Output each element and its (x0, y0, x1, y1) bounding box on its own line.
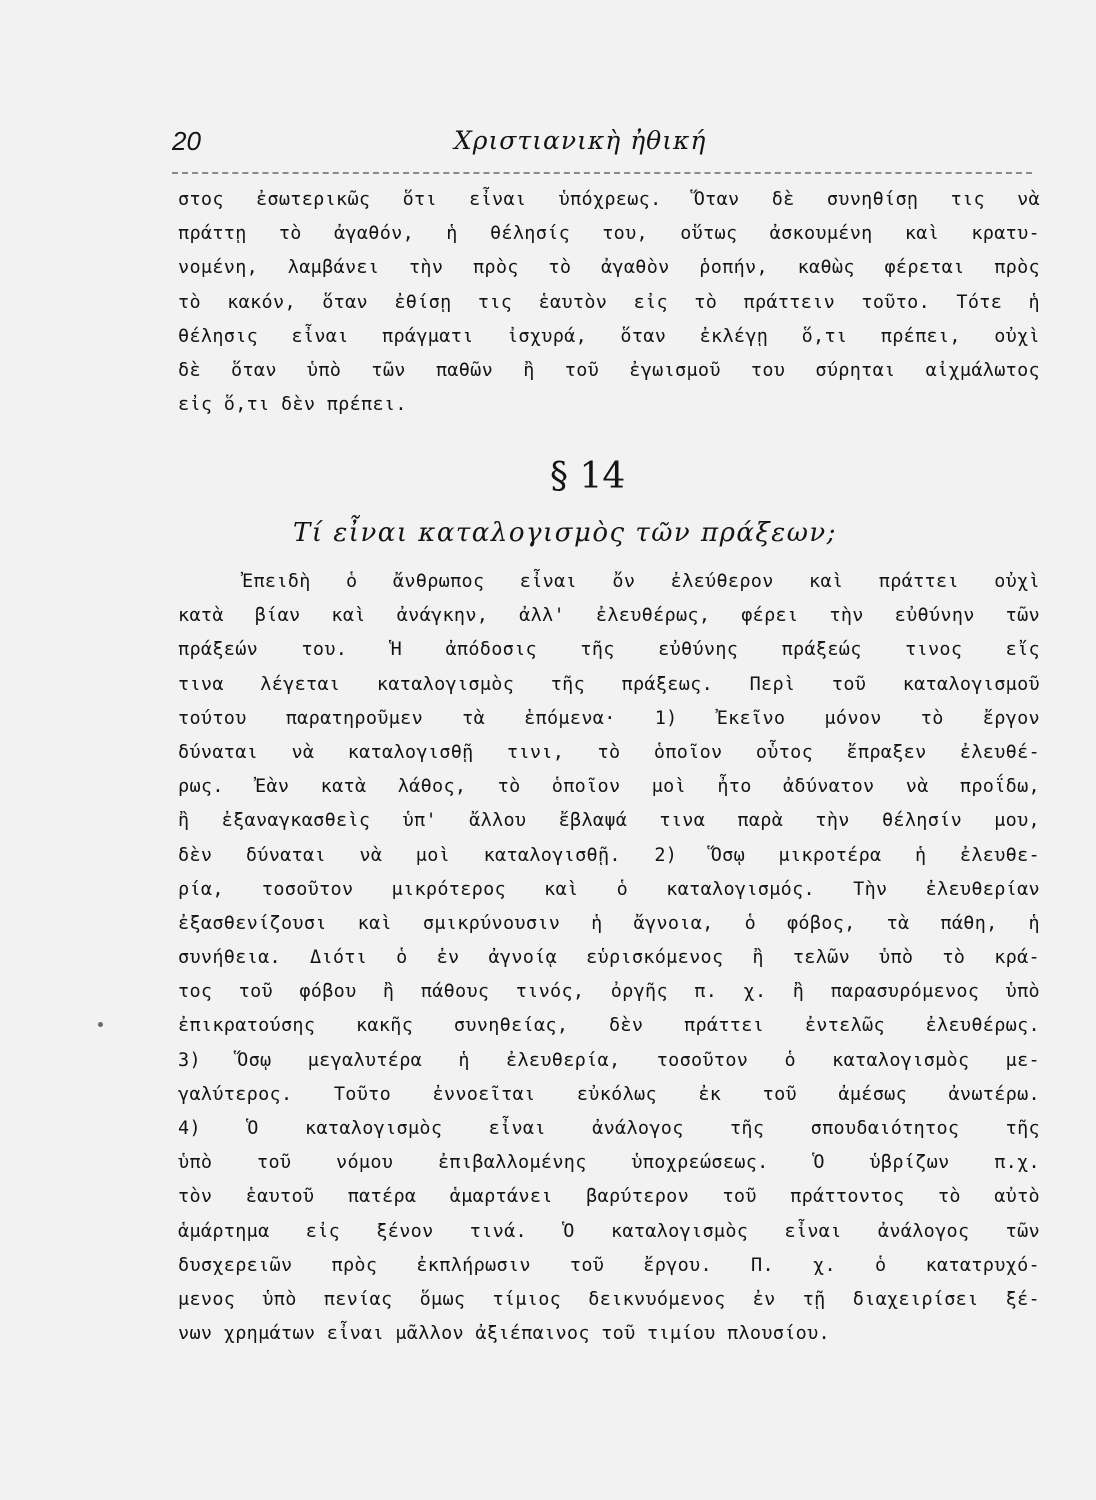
text-line: πράττῃ τὸ ἀγαθόν, ἡ θέλησίς του, οὕτως ἀσκουμένη καὶ κρατυ- (178, 223, 1040, 245)
text-line: συνήθεια. Διότι ὁ ἐν ἀγνοίᾳ εὑρισκόμενος ἢ τελῶν ὑπὸ τὸ κρά- (178, 947, 1040, 969)
text-line: ἢ ἐξαναγκασθεὶς ὑπ' ἄλλου ἔβλαψά τινα παρὰ τὴν θέλησίν μου, (178, 810, 1040, 832)
text-line: Ἐπειδὴ ὁ ἄνθρωπος εἶναι ὄν ἐλεύθερον καὶ πράττει οὐχὶ (242, 571, 1040, 592)
text-line: τούτου παρατηροῦμεν τὰ ἑπόμενα· 1) Ἐκεῖνο μόνον τὸ ἔργον (178, 707, 1040, 729)
section-number: § 14 (550, 456, 626, 497)
section-heading-text: Τί εἶναι καταλογισμὸς τῶν πράξεων; (293, 518, 837, 548)
header-divider (172, 172, 1032, 174)
text-line: δὲ ὅταν ὑπὸ τῶν παθῶν ἢ τοῦ ἐγωισμοῦ του σύρηται αἰχμάλωτος (178, 359, 1040, 381)
text-line: 4) Ὁ καταλογισμὸς εἶναι ἀνάλογος τῆς σπουδαιότητος τῆς (178, 1118, 1040, 1139)
running-head: Χριστιανικὴ ἠθική (454, 126, 707, 155)
margin-dot (98, 1022, 103, 1027)
text-line: θέλησις εἶναι πράγματι ἰσχυρά, ὅταν ἐκλέγῃ ὅ,τι πρέπει, οὐχὶ (178, 325, 1040, 347)
text-line: ἐξασθενίζουσι καὶ σμικρύνουσιν ἡ ἄγνοια, ὁ φόβος, τὰ πάθη, ἡ (178, 912, 1040, 934)
text-line: πράξεών του. Ἡ ἀπόδοσις τῆς εὐθύνης πράξεώς τινος εἴς (178, 639, 1040, 661)
text-line: 3) Ὅσῳ μεγαλυτέρα ἡ ἐλευθερία, τοσοῦτον ὁ καταλογισμὸς με- (178, 1049, 1040, 1071)
text-line: γαλύτερος. Τοῦτο ἐννοεῖται εὐκόλως ἐκ τοῦ ἀμέσως ἀνωτέρω. (178, 1083, 1040, 1105)
text-line: τος τοῦ φόβου ἢ πάθους τινός, ὀργῆς π. χ. ἢ παρασυρόμενος ὑπὸ (178, 981, 1040, 1003)
paragraph-2 (178, 565, 1040, 1351)
text-line: εἰς ὅ,τι δὲν πρέπει. (178, 394, 407, 416)
text-line: τὸ κακόν, ὅταν ἐθίσῃ τις ἑαυτὸν εἰς τὸ πράττειν τοῦτο. Τότε ἡ (178, 291, 1040, 313)
text-line: κατὰ βίαν καὶ ἀνάγκην, ἀλλ' ἐλευθέρως, φέρει τὴν εὐθύνην τῶν (178, 605, 1040, 627)
section-heading (0, 518, 1096, 548)
text-line: μενος ὑπὸ πενίας ὅμως τίμιος δεικνυόμενος ἐν τῇ διαχειρίσει ξέ- (178, 1288, 1040, 1310)
text-line: δύναται νὰ καταλογισθῇ τινι, τὸ ὁποῖον οὗτος ἔπραξεν ἐλευθέ- (178, 741, 1040, 763)
text-line: στος ἐσωτερικῶς ὅτι εἶναι ὑπόχρεως. Ὅταν δὲ συνηθίσῃ τις νὰ (178, 189, 1040, 210)
text-line: τινα λέγεται καταλογισμὸς τῆς πράξεως. Περὶ τοῦ καταλογισμοῦ (178, 673, 1040, 695)
text-line: νομένη, λαμβάνει τὴν πρὸς τὸ ἀγαθὸν ῥοπήν, καθὼς φέρεται πρὸς (178, 257, 1040, 279)
text-line: ρία, τοσοῦτον μικρότερος καὶ ὁ καταλογισμός. Τὴν ἐλευθερίαν (178, 878, 1040, 900)
paragraph-1 (178, 183, 1040, 422)
page-number: 20 (172, 126, 201, 156)
text-line: νων χρημάτων εἶναι μᾶλλον ἀξιέπαινος τοῦ τιμίου πλουσίου. (178, 1323, 830, 1345)
text-line: δὲν δύναται νὰ μοὶ καταλογισθῇ. 2) Ὅσῳ μικροτέρα ἡ ἐλευθε- (178, 844, 1040, 866)
text-line: δυσχερειῶν πρὸς ἐκπλήρωσιν τοῦ ἔργου. Π. χ. ὁ κατατρυχό- (178, 1254, 1040, 1276)
text-line: ὑπὸ τοῦ νόμου ἐπιβαλλομένης ὑποχρεώσεως. Ὁ ὑβρίζων π.χ. (178, 1152, 1040, 1174)
text-line: ἐπικρατούσης κακῆς συνηθείας, δὲν πράττει ἐντελῶς ἐλευθέρως. (178, 1015, 1040, 1037)
text-line: ρως. Ἐὰν κατὰ λάθος, τὸ ὁποῖον μοὶ ἦτο ἀδύνατον νὰ προΐδω, (178, 776, 1040, 798)
text-line: ἁμάρτημα εἰς ξένον τινά. Ὁ καταλογισμὸς εἶναι ἀνάλογος τῶν (178, 1220, 1040, 1242)
page-header (172, 126, 1032, 166)
text-line: τὸν ἑαυτοῦ πατέρα ἁμαρτάνει βαρύτερον τοῦ πράττοντος τὸ αὐτὸ (178, 1186, 1040, 1208)
